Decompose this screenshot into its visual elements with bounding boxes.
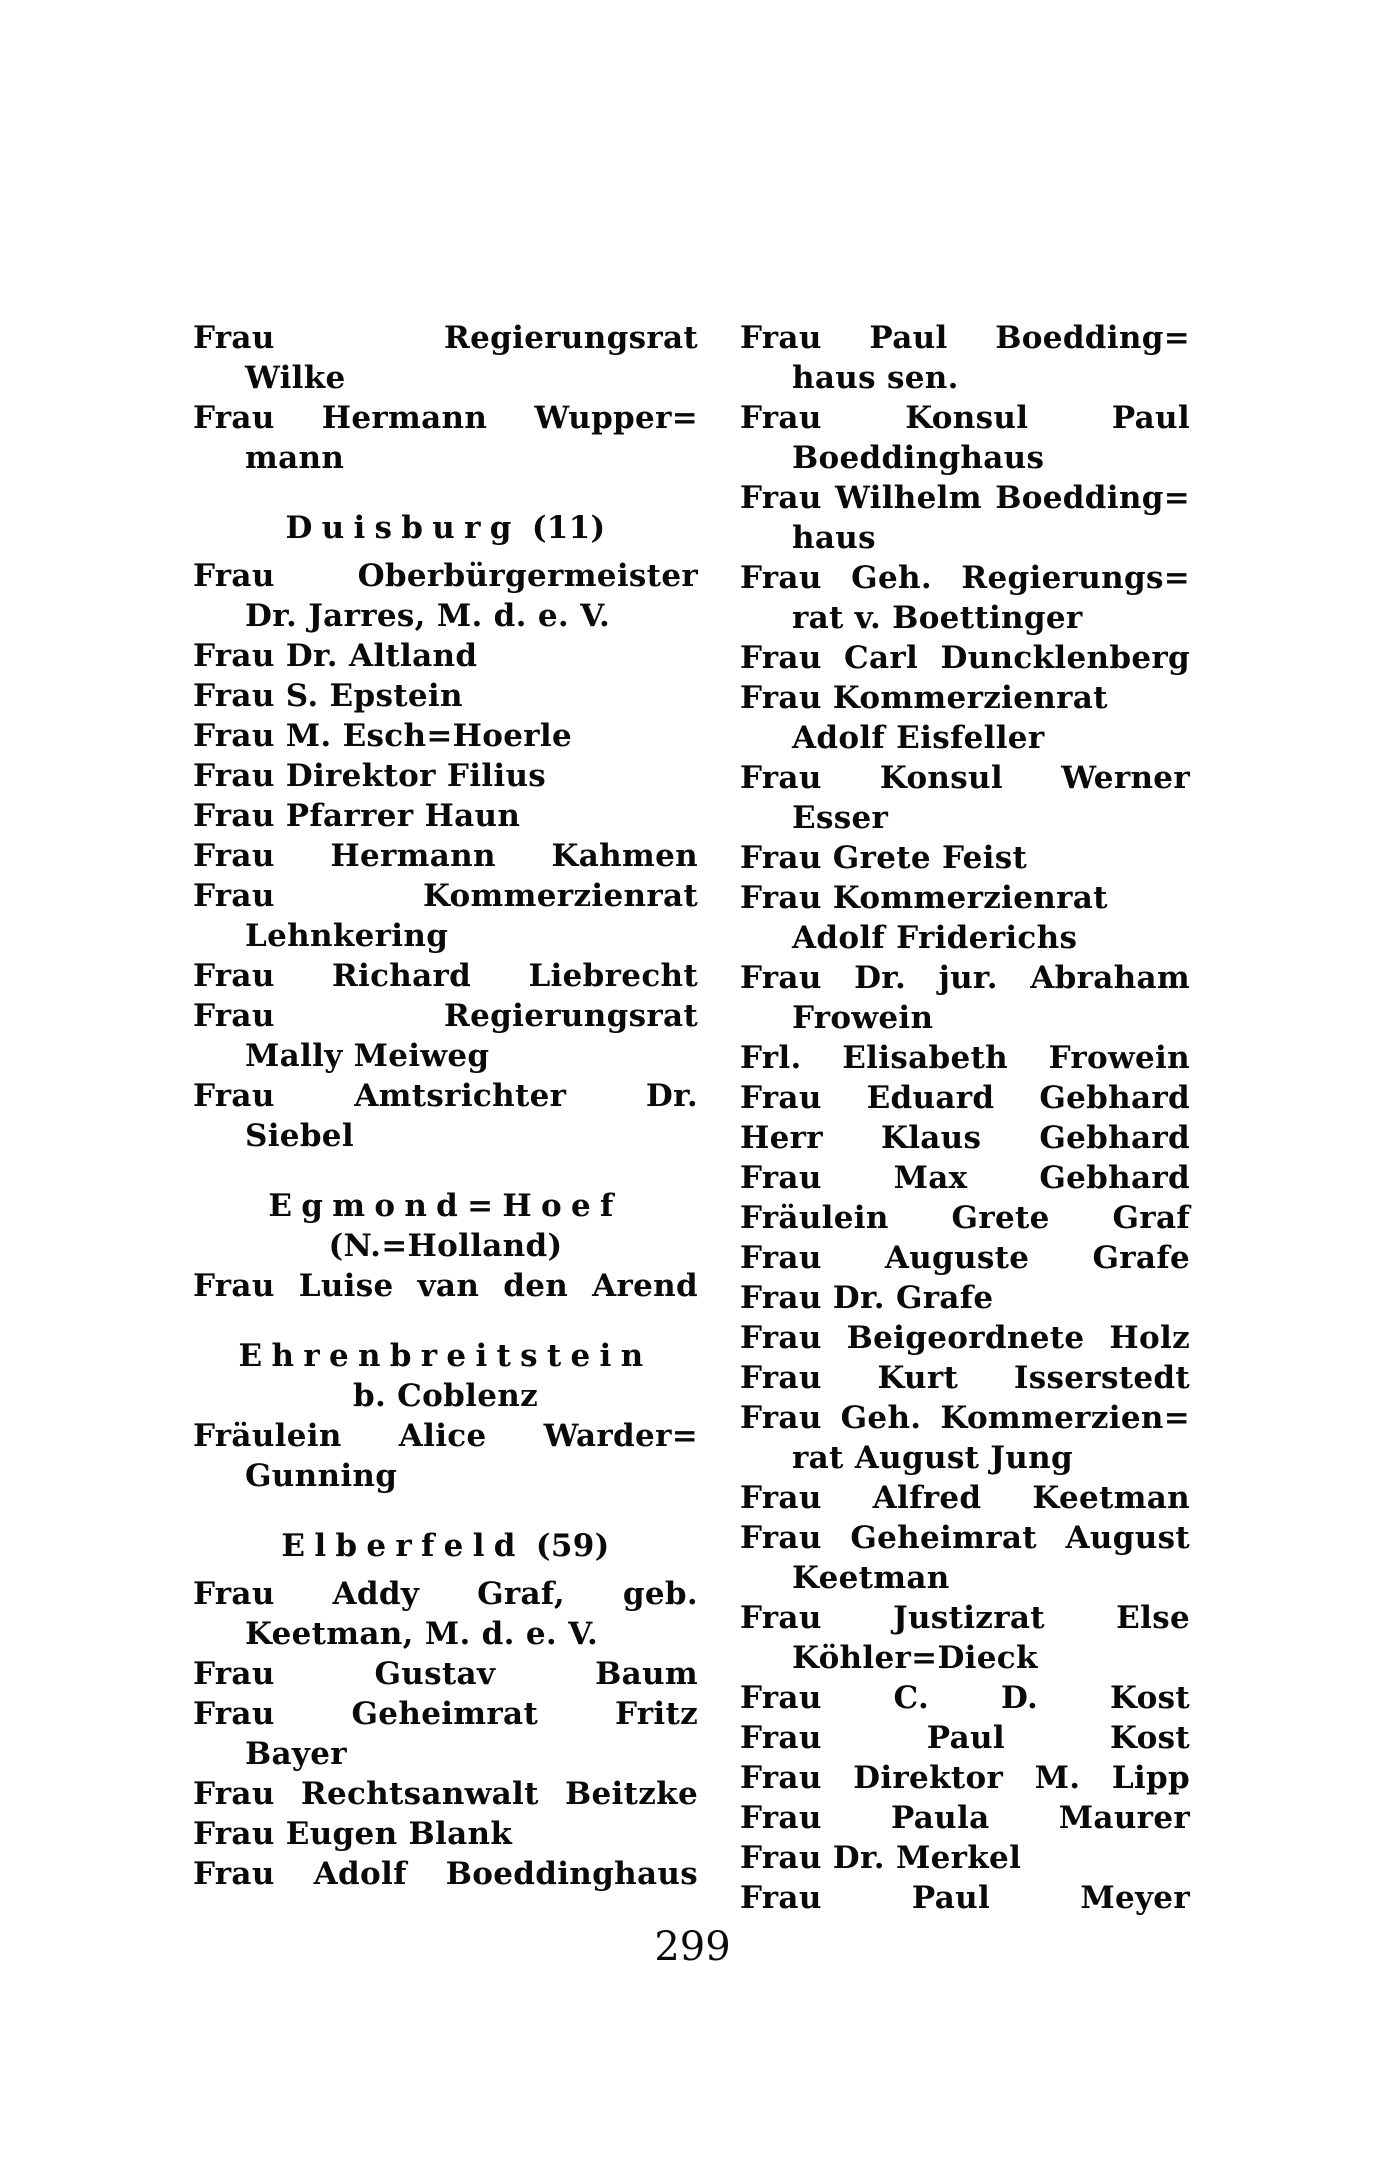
entry-line: Dr. Jarres, M. d. e. V. <box>245 598 611 634</box>
entry-line: Adolf Eisfeller <box>792 720 1045 756</box>
entry-line: Lehnkering <box>245 918 449 954</box>
heading-city-name: Elberfeld <box>281 1528 525 1564</box>
entry-line: Frau M. Esch=Hoerle <box>193 718 572 754</box>
entry-line: Frau Geh. Regierungs= <box>740 560 1190 596</box>
entry-line: Frau Richard Liebrecht <box>193 958 698 994</box>
entry-line: Frau Max Gebhard <box>740 1160 1190 1196</box>
heading-member-count: (59) <box>524 1528 610 1564</box>
entry-line: Keetman <box>792 1560 950 1596</box>
entry-line: Fräulein Grete Graf <box>740 1200 1190 1236</box>
column-right <box>740 318 1190 1918</box>
entry-line: Frau C. D. Kost <box>740 1680 1190 1716</box>
section-heading <box>193 508 698 548</box>
section-heading <box>193 1186 698 1226</box>
entry-line: Frau Amtsrichter Dr. <box>193 1078 698 1114</box>
entry-line: Frau Hermann Kahmen <box>193 838 698 874</box>
entry-line: Frau Geheimrat Fritz <box>193 1696 698 1732</box>
entry-line: Frau Kommerzienrat <box>740 680 1108 716</box>
entry-line: Frau Regierungsrat <box>193 320 698 356</box>
entry-line: Frowein <box>792 1000 934 1036</box>
entry-line: rat v. Boettinger <box>792 600 1083 636</box>
entry-line: Frau Carl Duncklenberg <box>740 640 1190 676</box>
entry-line: Frau Paul Meyer <box>740 1880 1190 1916</box>
section-heading <box>193 1526 698 1566</box>
entry-line: Frau Paul Boedding= <box>740 320 1190 356</box>
entry-line: Frau Dr. Altland <box>193 638 478 674</box>
entry-line: Frau Geheimrat August <box>740 1520 1190 1556</box>
entry-line: Frau S. Epstein <box>193 678 463 714</box>
entry-line: Frau Oberbürgermeister <box>193 558 698 594</box>
entry-line: Frau Justizrat Else <box>740 1600 1190 1636</box>
heading-city-name: Egmond=Hoef <box>268 1188 623 1224</box>
entry-line: Frau Regierungsrat <box>193 998 698 1034</box>
column-left <box>193 318 698 1894</box>
entry-line: Bayer <box>245 1736 347 1772</box>
entry-line: Frau Wilhelm Boedding= <box>740 480 1190 516</box>
entry-line: Wilke <box>245 360 346 396</box>
page-number: 299 <box>654 1924 731 1970</box>
entry-line: Keetman, M. d. e. V. <box>245 1616 599 1652</box>
entry-line: Frau Hermann Wupper= <box>193 400 698 436</box>
entry-line: Frau Dr. Grafe <box>740 1280 994 1316</box>
entry-line: Frau Addy Graf, geb. <box>193 1576 698 1612</box>
entry-line: Frau Eduard Gebhard <box>740 1080 1190 1116</box>
heading-member-count: (11) <box>520 510 606 546</box>
entry-line: Frau Direktor Filius <box>193 758 547 794</box>
entry-line: Frau Dr. jur. Abraham <box>740 960 1190 996</box>
entry-line: Frau Geh. Kommerzien= <box>740 1400 1190 1436</box>
entry-line: Frau Direktor M. Lipp <box>740 1760 1190 1796</box>
entry-line: Frau Pfarrer Haun <box>193 798 521 834</box>
entry-line: mann <box>245 440 345 476</box>
entry-line: Frau Adolf Boeddinghaus <box>193 1856 698 1892</box>
entry-line: Frau Kommerzienrat <box>740 880 1108 916</box>
entry-line: Frau Gustav Baum <box>193 1656 698 1692</box>
entry-line: Frau Auguste Grafe <box>740 1240 1190 1276</box>
entry-line: Frau Grete Feist <box>740 840 1028 876</box>
entry-line: haus sen. <box>792 360 959 396</box>
entry-line: Frau Paul Kost <box>740 1720 1190 1756</box>
entry-line: Frau Dr. Merkel <box>740 1840 1022 1876</box>
entry-line: Frau Beigeordnete Holz <box>740 1320 1190 1356</box>
entry-line: Adolf Friderichs <box>792 920 1078 956</box>
section-heading <box>193 1336 698 1376</box>
entry-line: Frau Konsul Paul <box>740 400 1190 436</box>
entry-line: Esser <box>792 800 889 836</box>
entry-line: Frau Eugen Blank <box>193 1816 513 1852</box>
entry-line: Gunning <box>245 1458 398 1494</box>
entry-line: Frl. Elisabeth Frowein <box>740 1040 1190 1076</box>
entry-line: Frau Paula Maurer <box>740 1800 1190 1836</box>
entry-line: Frau Alfred Keetman <box>740 1480 1190 1516</box>
entry-line: Frau Kurt Isserstedt <box>740 1360 1190 1396</box>
entry-line: Fräulein Alice Warder= <box>193 1418 698 1454</box>
entry-line: Frau Luise van den Arend <box>193 1268 698 1304</box>
heading-city-name: Duisburg <box>285 510 521 546</box>
entry-line: Frau Rechtsanwalt Beitzke <box>193 1776 698 1812</box>
entry-line: Mally Meiweg <box>245 1038 490 1074</box>
section-subheading: (N.=Holland) <box>328 1228 563 1264</box>
heading-city-name: Ehrenbreitstein <box>238 1338 653 1374</box>
entry-line: Köhler=Dieck <box>792 1640 1038 1676</box>
entry-line: haus <box>792 520 876 556</box>
entry-line: rat August Jung <box>792 1440 1073 1476</box>
entry-line: Herr Klaus Gebhard <box>740 1120 1190 1156</box>
entry-line: Frau Konsul Werner <box>740 760 1190 796</box>
entry-line: Frau Kommerzienrat <box>193 878 698 914</box>
entry-line: Siebel <box>245 1118 354 1154</box>
entry-line: Boeddinghaus <box>792 440 1045 476</box>
section-subheading: b. Coblenz <box>352 1378 539 1414</box>
